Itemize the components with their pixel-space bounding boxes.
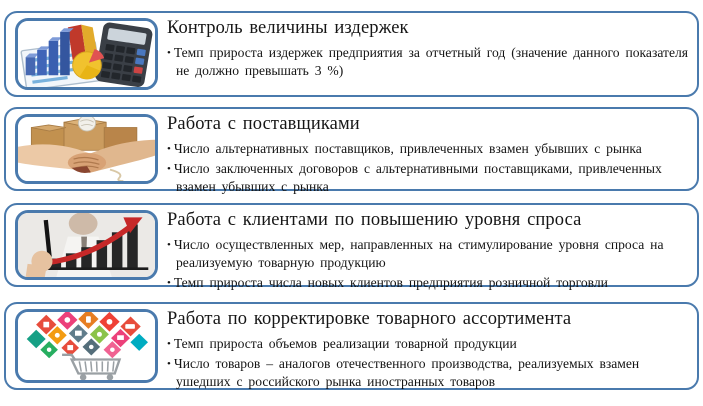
- bullet-list: [167, 140, 689, 195]
- cost-control-image-frame: [15, 18, 158, 90]
- section-content: [158, 304, 697, 388]
- handshake-boxes-image: [18, 117, 155, 181]
- bullet-list: [167, 236, 689, 291]
- section-title: Работа по корректировке товарного ассортимента: [167, 309, 572, 329]
- section-title: Работа с клиентами по повышению уровня спроса: [167, 210, 582, 230]
- section-card-suppliers: [4, 107, 699, 194]
- shopping-icons-cart-image: [18, 312, 155, 380]
- section-card-assortment: [4, 302, 699, 390]
- bullet-list: [167, 44, 689, 79]
- bullet-item: • Темп прироста объемов реализации товарной продукции: [167, 335, 689, 353]
- bullet-list: [167, 335, 689, 390]
- section-content: [158, 13, 697, 95]
- bullet-item: • Число товаров – аналогов отечественного производства, реализуемых взамен ушедших с российского рынка иностранных товаров: [167, 355, 689, 390]
- bullet-item: • Число осуществленных мер, направленных на стимулирование уровня спроса на реализуемую товарную продукцию: [167, 236, 689, 271]
- suppliers-image-frame: [15, 114, 158, 184]
- section-title: Работа с поставщиками: [167, 114, 360, 134]
- bullet-item: • Темп прироста издержек предприятия за отчетный год (значение данного показателя не должно превышать 3 %): [167, 44, 689, 79]
- section-content: [158, 109, 697, 194]
- section-card-cost-control: [4, 11, 699, 97]
- bullet-item: • Темп прироста числа новых клиентов предприятия розничной торговли: [167, 274, 689, 292]
- section-title: Контроль величины издержек: [167, 18, 409, 38]
- bullet-item: • Число заключенных договоров с альтернативными поставщиками, привлеченных взамен убывших с рынка: [167, 160, 689, 195]
- bullet-item: • Число альтернативных поставщиков, привлеченных взамен убывших с рынка: [167, 140, 689, 158]
- section-card-client-demand: [4, 203, 699, 290]
- finance-calculator-image: [18, 21, 155, 87]
- client-demand-image-frame: [15, 210, 158, 280]
- growth-chart-image: [18, 213, 155, 277]
- assortment-image-frame: [15, 309, 158, 383]
- section-content: [158, 205, 697, 290]
